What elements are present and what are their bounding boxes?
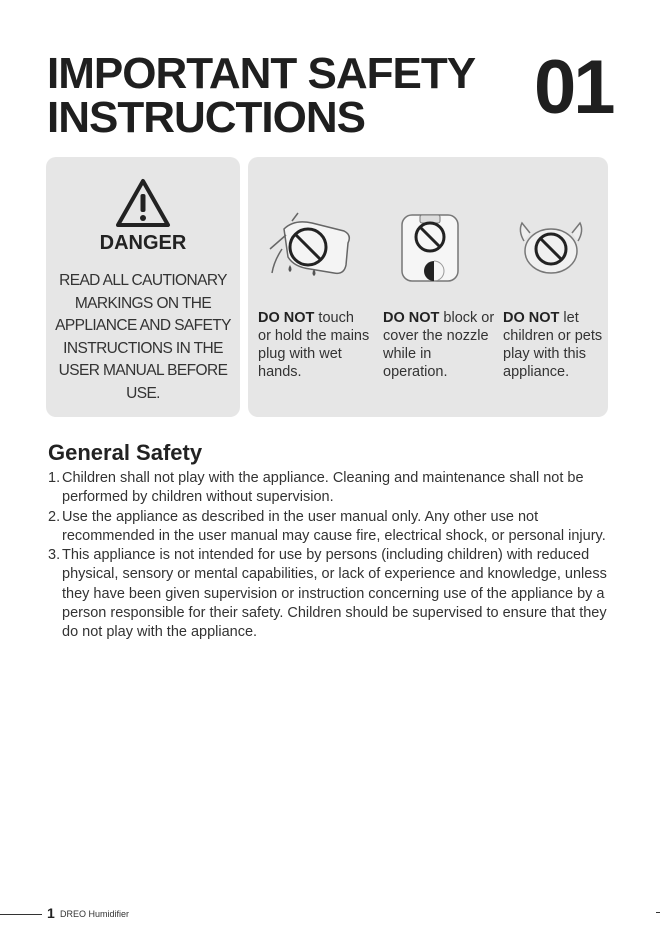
list-item: [48, 546, 608, 642]
footer-brand: DREO Humidifier: [60, 909, 130, 919]
warning-bold: DO NOT: [503, 310, 560, 326]
warning-bold: DO NOT: [258, 310, 315, 326]
list-item-text: This appliance is not intended for use by persons (including children) with reduced physical, sensory or mental capabilities, or lack of experience and knowledge, unless they have been given supervision or instruction concerning use of the appliance by a person responsible for their safety. Children should be supervised to ensure that they do not play with the appliance.: [62, 547, 607, 641]
footer-rule: [0, 914, 42, 915]
no-wet-hands-icon: [264, 209, 356, 285]
warning-text-pets: [503, 309, 607, 381]
danger-panel: [46, 157, 240, 417]
list-item-number: 3.: [48, 547, 61, 564]
warning-triangle-icon: [114, 177, 172, 229]
page-title: [47, 49, 476, 142]
warning-detail: touch or hold the mains plug with wet hands.: [258, 310, 370, 380]
list-item: [48, 508, 608, 547]
warning-detail: block or cover the nozzle while in operation.: [383, 310, 495, 380]
general-safety-list: [48, 469, 608, 643]
chapter-number: 01: [534, 45, 613, 130]
page-title-line-1: IMPORTANT SAFETY: [47, 49, 476, 98]
warning-detail: let children or pets play with this appliance.: [503, 310, 603, 380]
list-item-text: Use the appliance as described in the user manual only. Any other use not recommended in the user manual may cause fire, electrical shock, or personal injury.: [62, 508, 606, 544]
warnings-panel: [248, 157, 608, 417]
page-title-line-2: INSTRUCTIONS: [47, 93, 365, 142]
list-item-number: 2.: [48, 508, 61, 525]
list-item-number: 1.: [48, 470, 61, 486]
warning-text-nozzle: [383, 309, 495, 381]
warning-text-wet-hands: [258, 309, 370, 381]
danger-text: READ ALL CAUTIONARY MARKINGS ON THE APPLIANCE AND SAFETY INSTRUCTIONS IN THE USER MANUAL BEFORE USE.: [55, 272, 231, 402]
no-cover-nozzle-icon: [396, 211, 464, 287]
list-item: [48, 469, 608, 508]
footer-rule-right: [656, 912, 660, 913]
warning-bold: DO NOT: [383, 310, 440, 326]
section-title-general-safety: General Safety: [48, 440, 203, 465]
page-number: 1: [47, 905, 55, 921]
no-pets-icon: [516, 217, 586, 277]
list-item-text: Children shall not play with the appliance. Cleaning and maintenance shall not be performed by children without supervision.: [62, 470, 584, 506]
danger-title: DANGER: [99, 232, 187, 254]
